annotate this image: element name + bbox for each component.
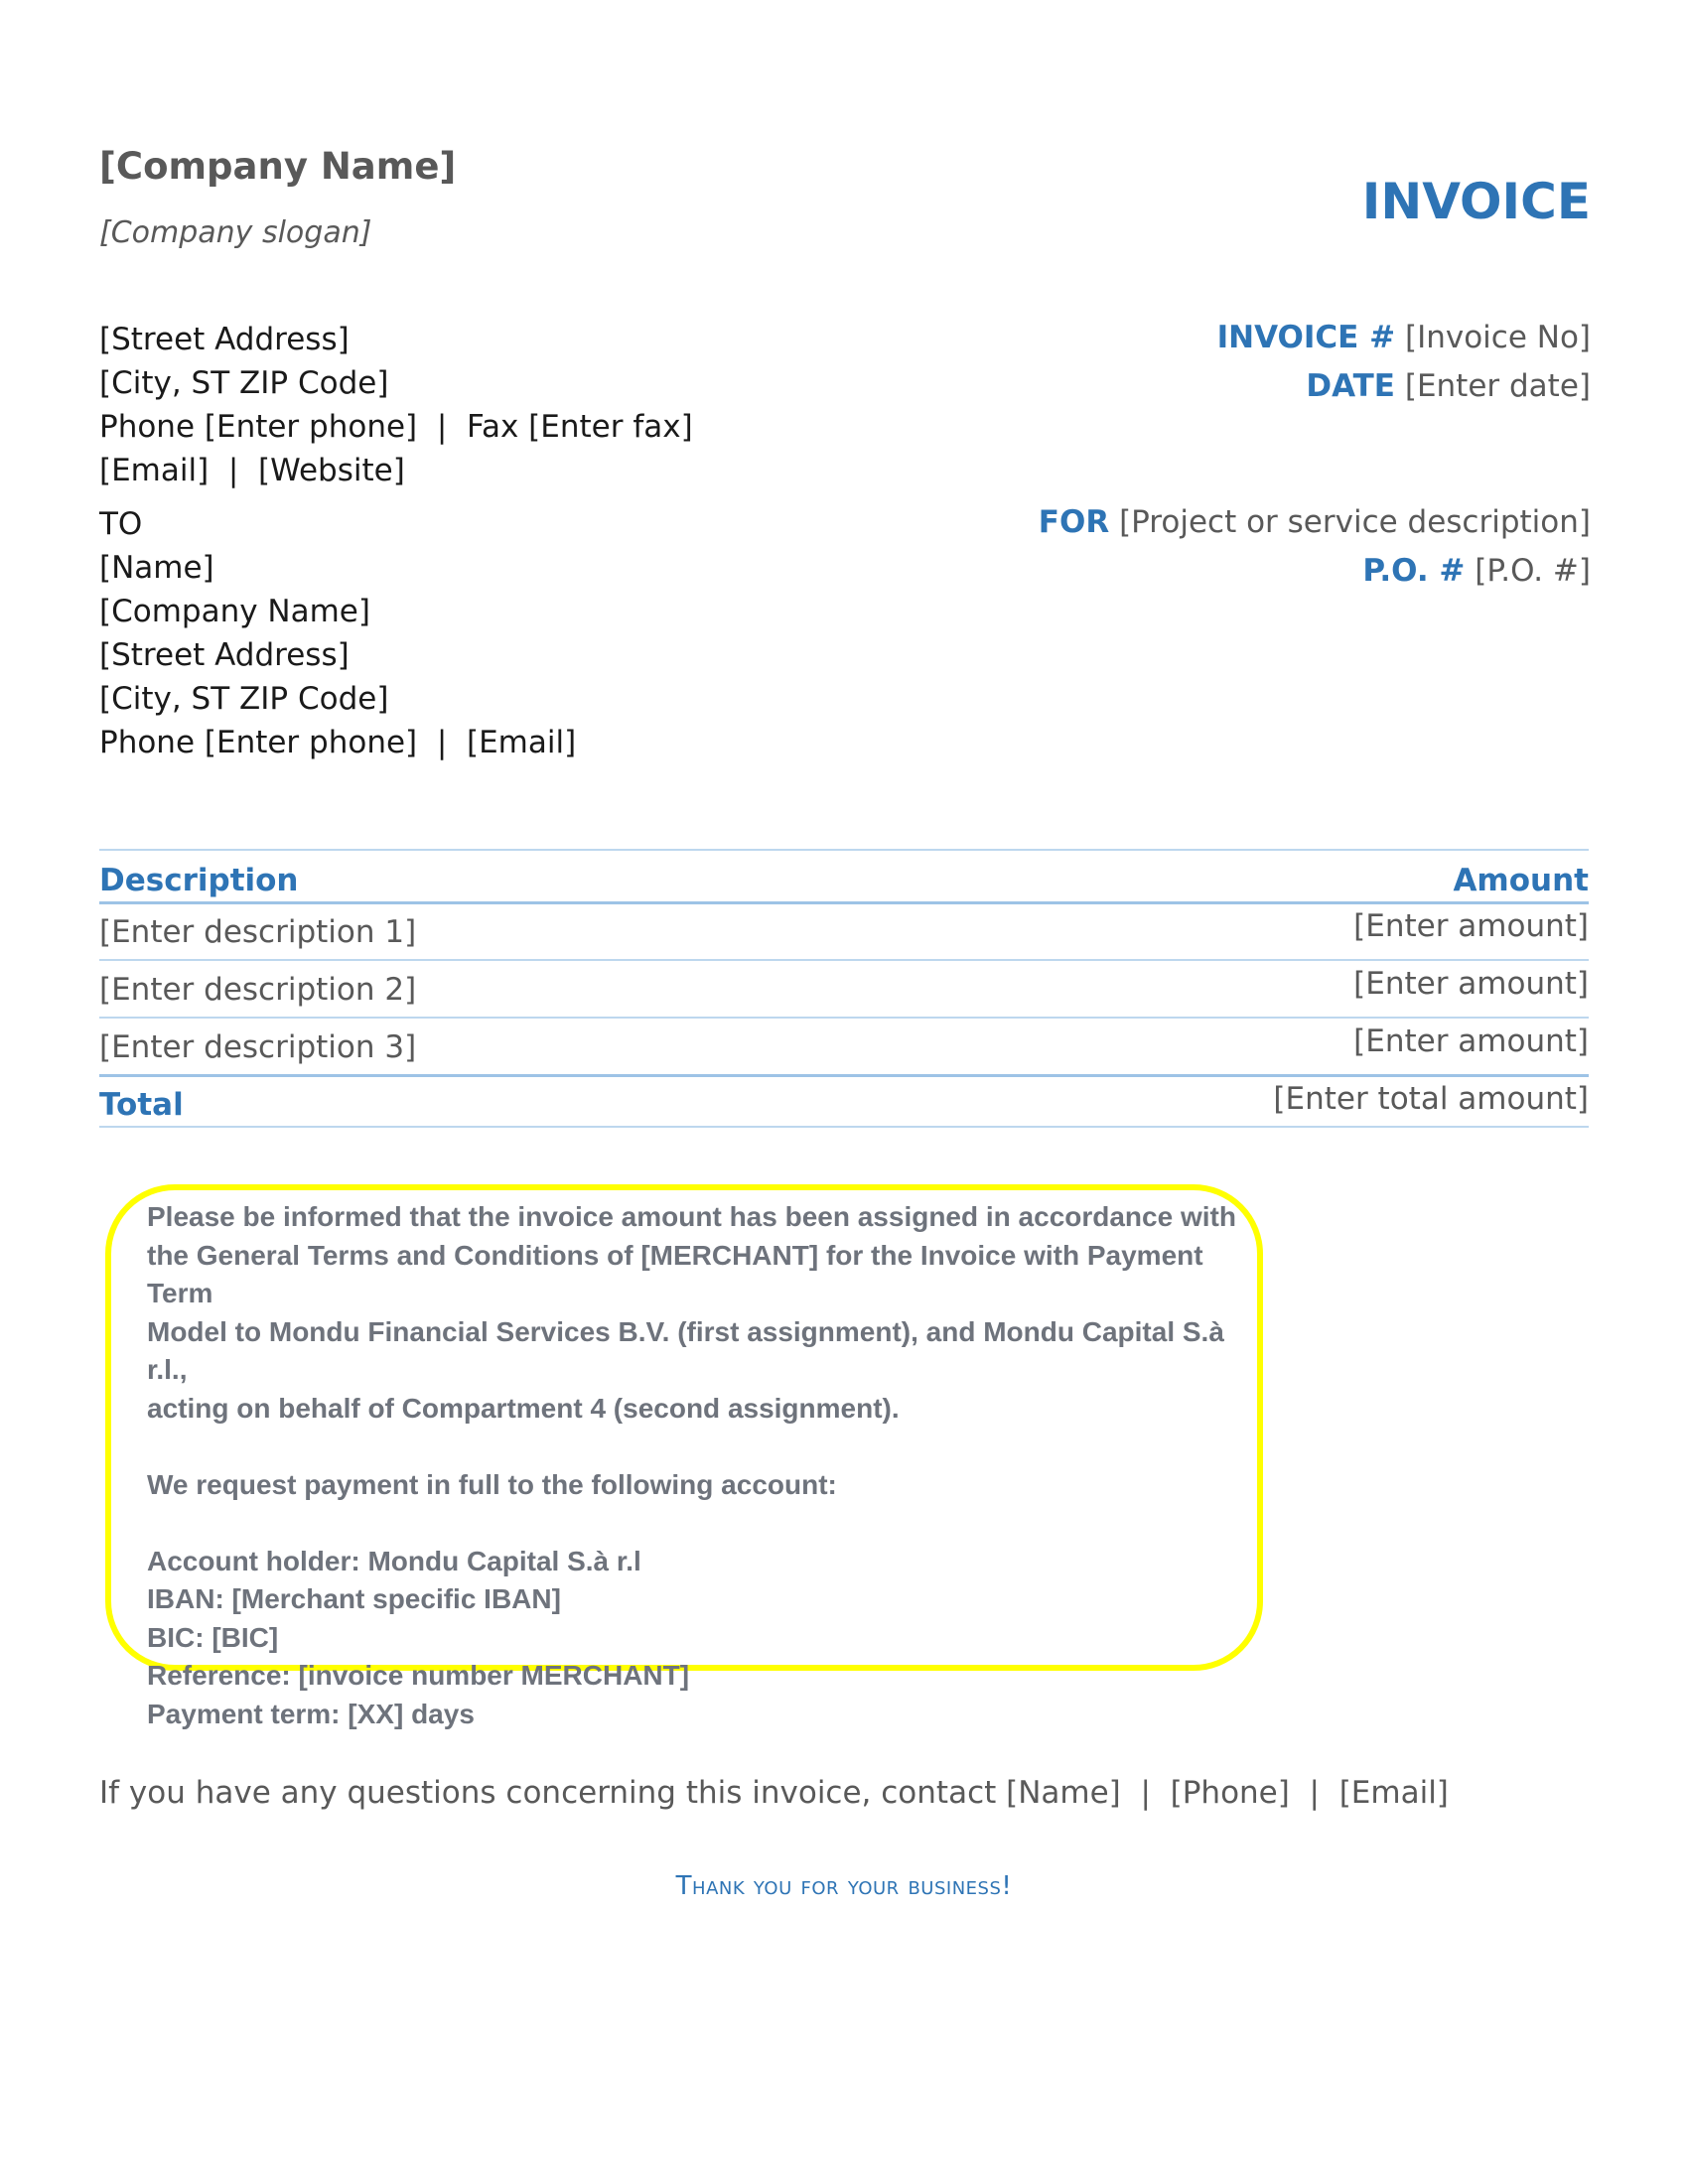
row-rule (99, 1017, 1589, 1019)
sender-email-website: [Email] | [Website] (99, 453, 405, 488)
table-row-3-description: [Enter description 3] (99, 1029, 417, 1065)
po-value: [P.O. #] (1475, 553, 1591, 589)
po-line (1362, 553, 1591, 589)
notice-line: Model to Mondu Financial Services B.V. (first assignment), and Mondu Capital S.à r.l., (147, 1315, 1224, 1385)
po-label: P.O. # (1362, 553, 1466, 589)
table-row-3-amount: [Enter amount] (1353, 1024, 1589, 1059)
table-row-1-amount: [Enter amount] (1353, 908, 1589, 944)
recipient-street: [Street Address] (99, 637, 350, 673)
reference: Reference: [invoice number MERCHANT] (147, 1660, 690, 1691)
total-rule (99, 1074, 1589, 1077)
amount-header: Amount (1453, 863, 1589, 898)
total-label: Total (99, 1087, 184, 1123)
notice-line: Please be informed that the invoice amount has been assigned in accordance with (147, 1201, 1236, 1232)
for-line (1039, 504, 1591, 540)
table-top-rule (99, 849, 1589, 851)
table-row-2-description: [Enter description 2] (99, 972, 417, 1008)
notice-line: acting on behalf of Compartment 4 (second assignment). (147, 1392, 900, 1424)
date-label: DATE (1306, 368, 1395, 404)
contact-line: If you have any questions concerning this invoice, contact [Name] | [Phone] | [Email] (99, 1775, 1449, 1811)
payment-term: Payment term: [XX] days (147, 1698, 475, 1729)
for-label: FOR (1038, 504, 1110, 540)
to-label: TO (99, 506, 143, 542)
sender-street: [Street Address] (99, 322, 350, 357)
sender-city: [City, ST ZIP Code] (99, 365, 389, 401)
description-header: Description (99, 863, 299, 898)
payment-request: We request payment in full to the following account: (147, 1468, 837, 1500)
recipient-company: [Company Name] (99, 594, 370, 629)
invoice-number-line (1217, 320, 1591, 355)
recipient-phone-email: Phone [Enter phone] | [Email] (99, 725, 577, 760)
recipient-city: [City, ST ZIP Code] (99, 681, 389, 717)
company-name: [Company Name] (99, 145, 457, 188)
invoice-title: INVOICE (1361, 173, 1591, 230)
invoice-number-label: INVOICE # (1216, 320, 1396, 355)
for-value: [Project or service description] (1119, 504, 1591, 540)
sender-address (99, 318, 693, 492)
account-holder: Account holder: Mondu Capital S.à r.l (147, 1545, 641, 1576)
recipient-name: [Name] (99, 550, 214, 586)
sender-phone-fax: Phone [Enter phone] | Fax [Enter fax] (99, 409, 693, 445)
assignment-notice-text (147, 1198, 1259, 1733)
date-line (1306, 368, 1591, 404)
notice-line: the General Terms and Conditions of [MERCHANT] for the Invoice with Payment Term (147, 1239, 1203, 1308)
invoice-number-value: [Invoice No] (1404, 320, 1591, 355)
iban: IBAN: [Merchant specific IBAN] (147, 1583, 561, 1614)
header-rule (99, 901, 1589, 904)
table-row-1-description: [Enter description 1] (99, 914, 417, 950)
row-rule (99, 959, 1589, 961)
total-value: [Enter total amount] (1273, 1081, 1589, 1117)
bic: BIC: [BIC] (147, 1621, 279, 1653)
table-bottom-rule (99, 1126, 1589, 1128)
thank-you-message: Thank you for your business! (675, 1871, 1013, 1901)
date-value: [Enter date] (1404, 368, 1591, 404)
company-slogan: [Company slogan] (99, 215, 372, 250)
table-row-2-amount: [Enter amount] (1353, 966, 1589, 1002)
recipient-address (99, 502, 576, 764)
